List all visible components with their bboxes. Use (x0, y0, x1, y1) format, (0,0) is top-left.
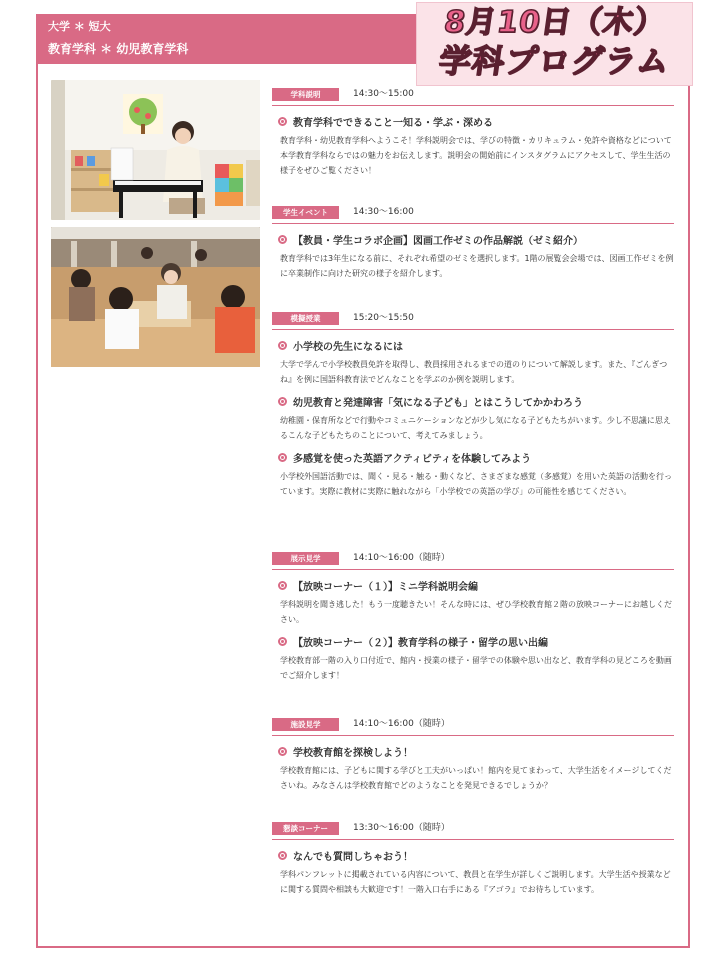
program-section (272, 552, 674, 718)
program-item (278, 112, 674, 178)
program-section (272, 88, 674, 206)
program-item-description: 大学で学んで小学校教員免許を取得し、教員採用されるまでの道のりについて解説します。また、『ごんぎつね』を例に国語科教育法でどんなことを学ぶのか例を説明します。 (280, 360, 668, 384)
program-item (278, 742, 674, 793)
header-school-label: 大学 ＊ 短大 (48, 20, 111, 33)
program-item (278, 392, 674, 443)
bullet-circle-icon (278, 637, 287, 646)
header-department-label: 教育学科 ＊ 幼児教育学科 (48, 42, 189, 56)
program-item-description: 幼稚園・保育所などで行動やコミュニケーションなどが少し気になる子どもたちがいます。少し不思議に思えるこんな子どもたちのことについて、考えてみましょう。 (280, 416, 671, 440)
program-item-description: 学校教育部一階の入り口付近で、館内・授業の様子・留学での体験や思い出など、教育学科の見どころを動画でご紹介します！ (280, 656, 672, 680)
bullet-circle-icon (278, 581, 287, 590)
program-item-title (278, 742, 674, 760)
time-label: 13:30〜16:00（随時） (353, 823, 450, 833)
program-item-description: 学科説明を聞き逃した！もう一度聴きたい！そんな時には、ぜひ学校教育館２階の放映コーナーにお越しください。 (280, 600, 672, 624)
program-item-title-text: 教育学科でできること一知る・学ぶ・深める (293, 117, 493, 129)
program-item-title (278, 230, 674, 248)
section-header (272, 88, 674, 106)
program-item-description: 学校教育館には、子どもに関する学びと工夫がいっぱい！館内を見てまわって、大学生活をイメージしてくださいね。みなさんは学校教育館でどのようなことを発見できるでしょうか？ (280, 766, 672, 790)
program-item (278, 846, 674, 897)
program-item-title (278, 576, 674, 594)
section-header (272, 206, 674, 224)
program-item-title-text: 【教員・学生コラボ企画】図画工作ゼミの作品解説（ゼミ紹介） (293, 235, 583, 247)
program-item (278, 336, 674, 387)
program-item-title-text: 【放映コーナー（２）】教育学科の様子・留学の思い出編 (293, 637, 548, 649)
section-header (272, 822, 674, 840)
bullet-circle-icon (278, 851, 287, 860)
time-label: 14:30〜16:00 (353, 207, 414, 217)
category-tag: 展示見学 (272, 552, 339, 565)
time-label: 15:20〜15:50 (353, 313, 414, 323)
category-tag: 模擬授業 (272, 312, 339, 325)
category-tag: 学生イベント (272, 206, 339, 219)
program-item (278, 576, 674, 627)
time-label: 14:10〜16:00（随時） (353, 553, 450, 563)
program-item (278, 230, 674, 281)
program-list (272, 88, 674, 926)
program-section (272, 718, 674, 822)
program-item-title-text: 【放映コーナー（１）】ミニ学科説明会編 (293, 581, 478, 593)
program-item-description: 学科パンフレットに掲載されている内容について、教員と在学生が詳しくご説明します。大学生活や授業などに関する質問や相談も大歓迎です！一階入口右手にある『アゴラ』でお待ちしています。 (280, 870, 671, 894)
section-header (272, 312, 674, 330)
program-item-description: 教育学科では3年生になる前に、それぞれ希望のゼミを選択します。1階の展覧会会場では、図画工作ゼミを例に卒業制作に向けた研究の様子を紹介します。 (280, 254, 674, 278)
program-item (278, 632, 674, 683)
program-section (272, 206, 674, 312)
program-item-title (278, 632, 674, 650)
program-item-title-text: 多感覚を使った英語アクティビティを体験してみよう (293, 453, 532, 465)
piano-classroom-photo (51, 80, 260, 220)
program-item-title-text: 幼児教育と発達障害「気になる子ども」とはこうしてかかわろう (293, 397, 583, 409)
program-item-title (278, 392, 674, 410)
program-item-title-text: 学校教育館を探検しよう！ (293, 747, 413, 759)
program-section (272, 822, 674, 926)
program-date-title: 8月10日（木） (441, 5, 668, 40)
category-tag: 学科説明 (272, 88, 339, 101)
section-header (272, 552, 674, 570)
program-item-description: 教育学科・幼児教育学科へようこそ！学科説明会では、学びの特徴・カリキュラム・免許や資格などについて本学教育学科ならではの魅力をお伝えします。説明会の開始前にインスタグラムにアクセスして、学生生活の様子をぜひご覧ください！ (280, 136, 672, 175)
category-tag: 施設見学 (272, 718, 339, 731)
time-label: 14:10〜16:00（随時） (353, 719, 450, 729)
program-item-title (278, 336, 674, 354)
bullet-circle-icon (278, 117, 287, 126)
bullet-circle-icon (278, 453, 287, 462)
students-discussion-photo (51, 227, 260, 367)
program-title: 学科プログラム (436, 42, 673, 80)
bullet-circle-icon (278, 397, 287, 406)
program-item-title (278, 846, 674, 864)
program-item-description: 小学校外国語活動では、聞く・見る・触る・動くなど、さまざまな感覚（多感覚）を用いた英語の活動を行っています。実際に教材に実際に触れながら「小学校での英語の学び」の可能性を感じてください。 (280, 472, 672, 496)
program-section (272, 312, 674, 552)
program-item (278, 448, 674, 499)
category-tag: 懇談コーナー (272, 822, 339, 835)
program-item-title-text: 小学校の先生になるには (293, 341, 403, 353)
program-title-banner (416, 2, 693, 86)
bullet-circle-icon (278, 747, 287, 756)
time-label: 14:30〜15:00 (353, 89, 414, 99)
program-item-title (278, 448, 674, 466)
program-item-title (278, 112, 674, 130)
bullet-circle-icon (278, 341, 287, 350)
section-header (272, 718, 674, 736)
program-item-title-text: なんでも質問しちゃおう！ (293, 851, 413, 863)
bullet-circle-icon (278, 235, 287, 244)
